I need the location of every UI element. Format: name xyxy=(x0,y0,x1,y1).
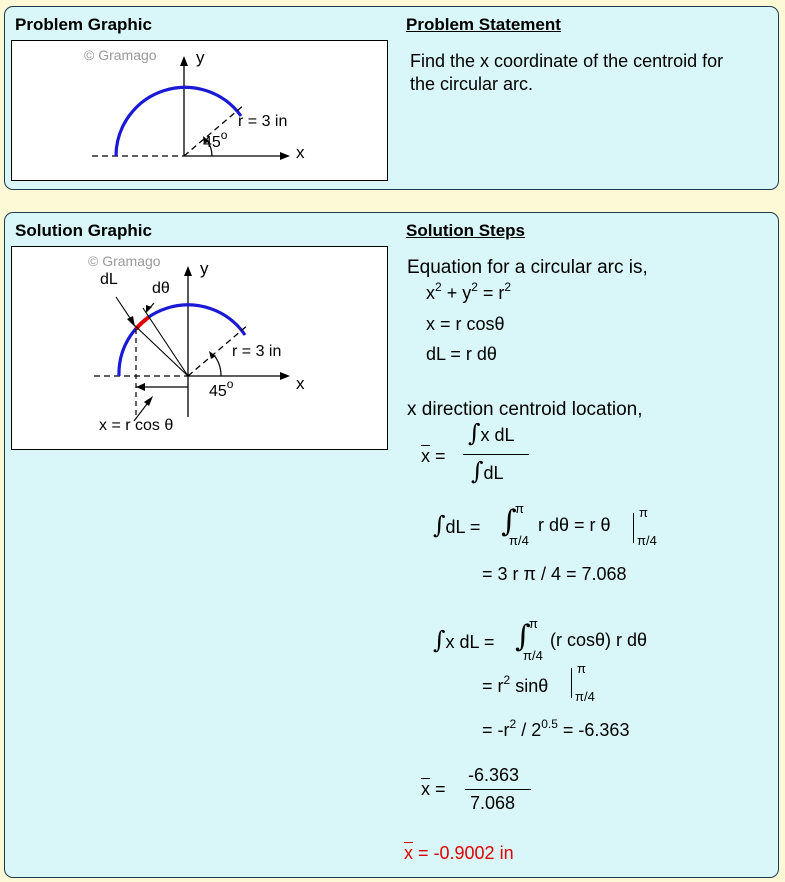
dtheta-label: dθ xyxy=(152,280,170,297)
eq-intro: Equation for a circular arc is, xyxy=(407,257,648,278)
fraction-denominator: 7.068 xyxy=(470,793,516,813)
centroid-intro: x direction centroid location, xyxy=(407,399,643,420)
circle-equation: $x^2 + y^2 = r^2$ xyxy=(426,280,512,303)
eval-bar xyxy=(633,513,634,543)
solution-graphic xyxy=(11,246,388,450)
int-dL-middle: r dθ = r θ xyxy=(538,515,611,535)
int-dL-lhs: ∫dL = xyxy=(433,511,481,539)
dL-equation: dL = r dθ xyxy=(426,344,497,364)
x-axis-label: x xyxy=(296,374,305,393)
angle-label: 45$^o$ xyxy=(209,377,234,400)
solution-graphic-title: Solution Graphic xyxy=(15,221,152,240)
radius-label: r = 3 in xyxy=(238,113,288,130)
x-equation: x = r cosθ xyxy=(426,314,505,334)
xbar-definition: $\overline{x}$ = xyxy=(421,446,446,466)
xbar-numerator: ∫x dL xyxy=(468,419,515,447)
sin-step: = $r^2$ sinθ xyxy=(482,673,549,696)
statement-line-1: Find the x coordinate of the centroid for xyxy=(410,51,724,71)
fraction-line xyxy=(463,454,529,455)
eval-lower-2: π/4 xyxy=(575,689,595,704)
watermark: © Gramago xyxy=(84,47,157,63)
final-answer: $\overline{x} = -0.9002$ in xyxy=(404,843,514,863)
eval-lower: π/4 xyxy=(637,533,657,548)
fraction-numerator: -6.363 xyxy=(468,765,520,785)
int-xdL-integral: ∫ xyxy=(515,619,531,654)
x-axis-label: x xyxy=(296,143,305,162)
problem-graphic xyxy=(11,40,388,181)
x-position-label: x = r cos θ xyxy=(99,417,174,434)
problem-graphic-title: Problem Graphic xyxy=(15,15,152,34)
watermark: © Gramago xyxy=(88,253,161,269)
int-dL-result: = 3 r π / 4 = 7.068 xyxy=(482,564,627,584)
statement-line-2: the circular arc. xyxy=(410,74,534,94)
upper-limit: π xyxy=(515,501,524,516)
int-dL-integral: ∫ xyxy=(501,504,517,539)
upper-limit-2: π xyxy=(529,616,538,631)
int-xdL-result: = $-r^2 / 2^{0.5} = -6.363$ xyxy=(482,717,630,740)
eval-upper-2: π xyxy=(577,661,586,676)
radius-label: r = 3 in xyxy=(232,343,282,360)
angle-label: 45$^o$ xyxy=(203,128,228,151)
solution-panel xyxy=(4,212,779,878)
dL-label: dL xyxy=(100,271,118,288)
y-axis-label: y xyxy=(200,259,209,278)
lower-limit: π/4 xyxy=(509,533,529,548)
y-axis-label: y xyxy=(196,48,205,67)
xbar-denominator: ∫dL xyxy=(471,457,504,485)
int-xdL-lhs: ∫x dL = xyxy=(433,626,495,654)
eval-bar-2 xyxy=(571,668,572,698)
fraction-line-2 xyxy=(465,789,531,790)
problem-statement-title: Problem Statement xyxy=(406,15,561,34)
int-xdL-middle: (r cosθ) r dθ xyxy=(550,630,648,650)
problem-panel xyxy=(4,6,779,190)
eval-upper: π xyxy=(639,505,648,520)
xbar-numeric: $\overline{x}$ = xyxy=(421,779,446,799)
solution-steps-title: Solution Steps xyxy=(406,221,525,240)
lower-limit-2: π/4 xyxy=(523,648,543,663)
